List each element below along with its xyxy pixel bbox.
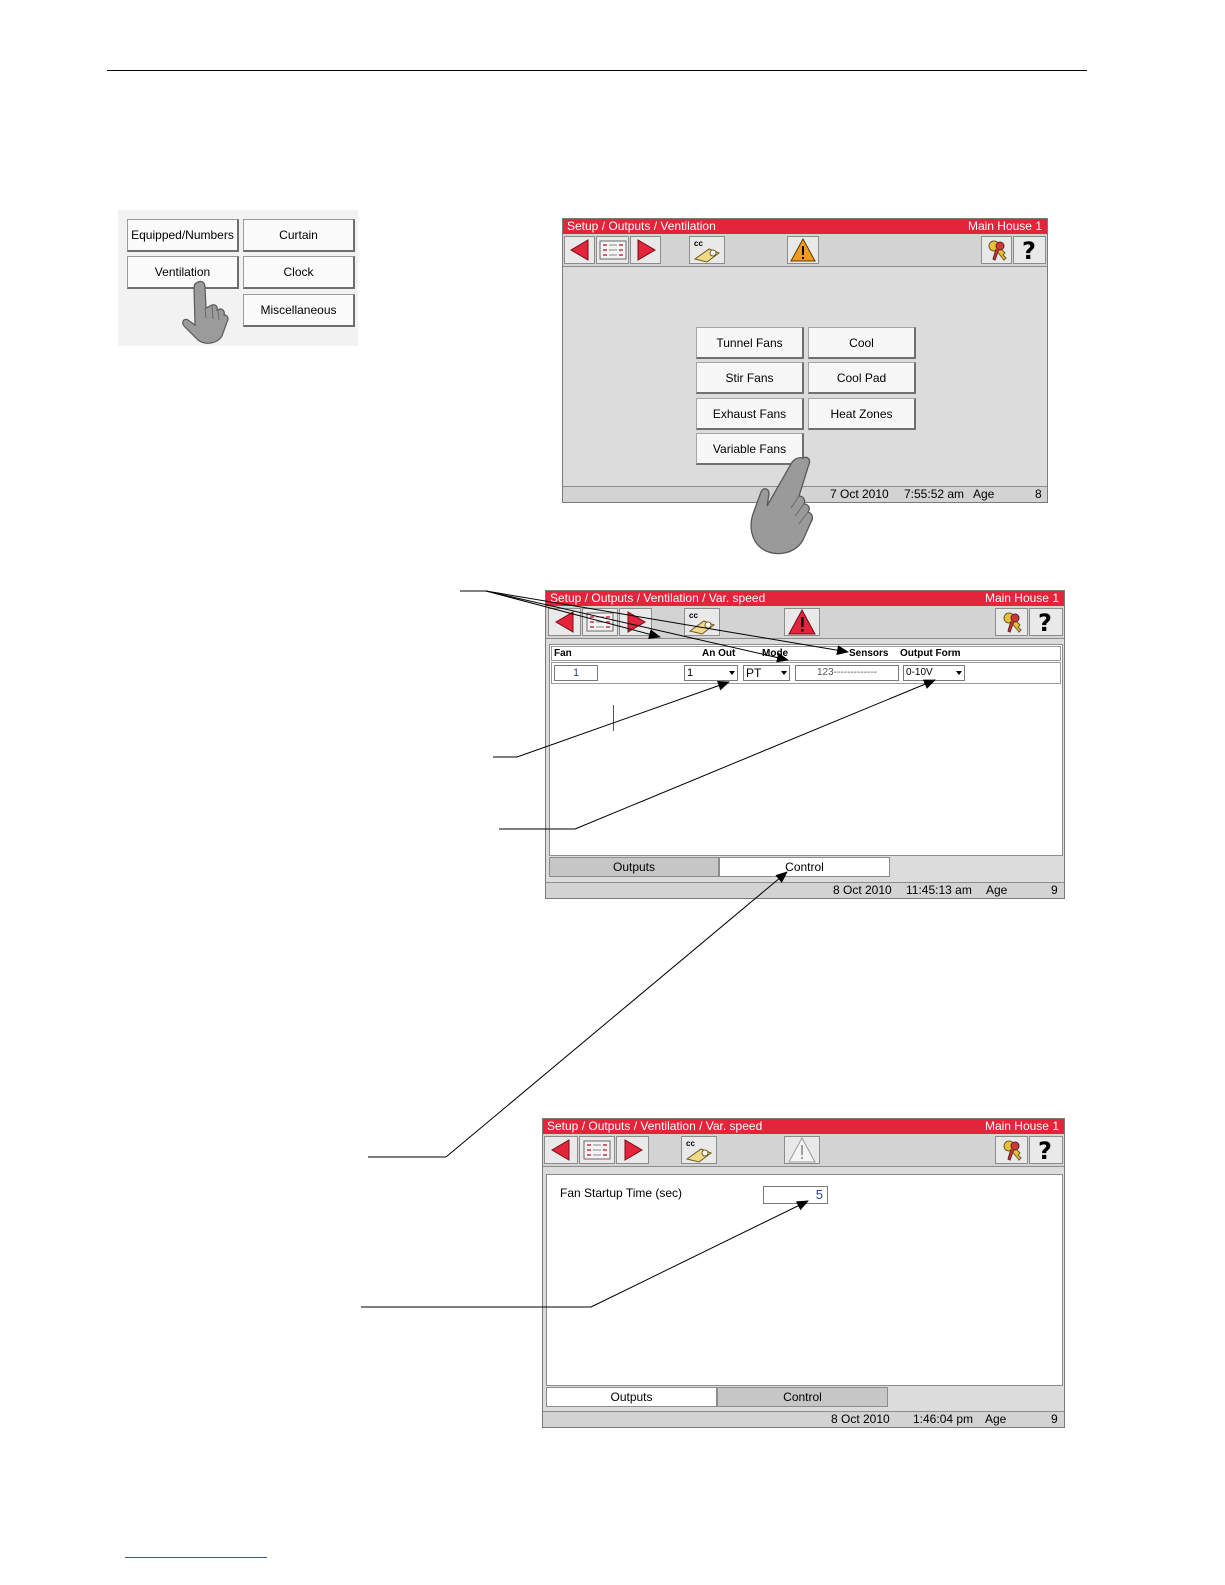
status-age-label: Age (985, 1412, 1007, 1426)
fan-number-field[interactable]: 1 (554, 665, 598, 681)
sensors-field[interactable]: 123------------- (795, 665, 899, 681)
house-name: Main House 1 (984, 1119, 1059, 1133)
svg-text:?: ? (1021, 238, 1036, 262)
col-output-form: Output Form (900, 648, 961, 659)
an-out-value: 1 (687, 667, 694, 679)
breadcrumb: Setup / Outputs / Ventilation (567, 219, 716, 233)
status-time: 1:46:04 pm (913, 1412, 974, 1426)
status-time: 7:55:52 am (904, 487, 965, 501)
status-date: 8 Oct 2010 (833, 883, 892, 897)
status-date: 8 Oct 2010 (831, 1412, 890, 1426)
callout-arrow (517, 682, 729, 757)
variable-fans-button[interactable]: Variable Fans (696, 433, 804, 465)
col-fan: Fan (554, 648, 572, 659)
tab-outputs[interactable]: Outputs (549, 857, 719, 877)
callout-arrow (575, 680, 935, 829)
exhaust-fans-button[interactable]: Exhaust Fans (696, 398, 804, 430)
svg-text:cc: cc (689, 611, 698, 620)
breadcrumb: Setup / Outputs / Ventilation / Var. speed (550, 591, 766, 605)
fan-startup-time-label: Fan Startup Time (sec) (560, 1186, 683, 1200)
cool-pad-button[interactable]: Cool Pad (808, 362, 916, 394)
status-age-label: Age (973, 487, 995, 501)
menu-curtain-button[interactable]: Curtain (243, 219, 355, 252)
mode-value: PT (746, 666, 762, 680)
col-an-out: An Out (702, 648, 736, 659)
callout-arrow (486, 591, 788, 660)
output-form-value: 0-10V (906, 667, 933, 678)
callout-arrow (486, 591, 848, 652)
tunnel-fans-button[interactable]: Tunnel Fans (696, 327, 804, 359)
status-age: 8 (1035, 487, 1042, 501)
col-mode: Mode (762, 648, 789, 659)
house-name: Main House 1 (984, 591, 1059, 605)
callout-arrow (486, 591, 660, 637)
tab-outputs[interactable]: Outputs (546, 1387, 717, 1407)
svg-text:?: ? (1038, 610, 1052, 634)
menu-equipped-numbers-button[interactable]: Equipped/Numbers (127, 219, 239, 252)
callout-arrow (591, 1201, 808, 1307)
svg-text:?: ? (1038, 1138, 1052, 1162)
menu-clock-button[interactable]: Clock (243, 256, 355, 289)
status-date: 7 Oct 2010 (830, 487, 889, 501)
fan-startup-time-input[interactable]: 5 (763, 1186, 828, 1204)
heat-zones-button[interactable]: Heat Zones (808, 398, 916, 430)
col-sensors: Sensors (849, 648, 889, 659)
tab-control[interactable]: Control (717, 1387, 888, 1407)
breadcrumb: Setup / Outputs / Ventilation / Var. speed (547, 1119, 763, 1133)
menu-miscellaneous-button[interactable]: Miscellaneous (243, 294, 355, 327)
status-age-label: Age (986, 883, 1008, 897)
cool-button[interactable]: Cool (808, 327, 916, 359)
status-age: 9 (1051, 883, 1058, 897)
status-time: 11:45:13 am (906, 883, 972, 897)
menu-ventilation-button[interactable]: Ventilation (127, 256, 239, 289)
status-age: 9 (1051, 1412, 1058, 1426)
house-name: Main House 1 (967, 219, 1042, 233)
callout-arrow (446, 872, 787, 1157)
stir-fans-button[interactable]: Stir Fans (696, 362, 804, 394)
svg-text:cc: cc (694, 239, 703, 248)
svg-text:cc: cc (686, 1139, 695, 1148)
tab-control[interactable]: Control (719, 857, 890, 877)
